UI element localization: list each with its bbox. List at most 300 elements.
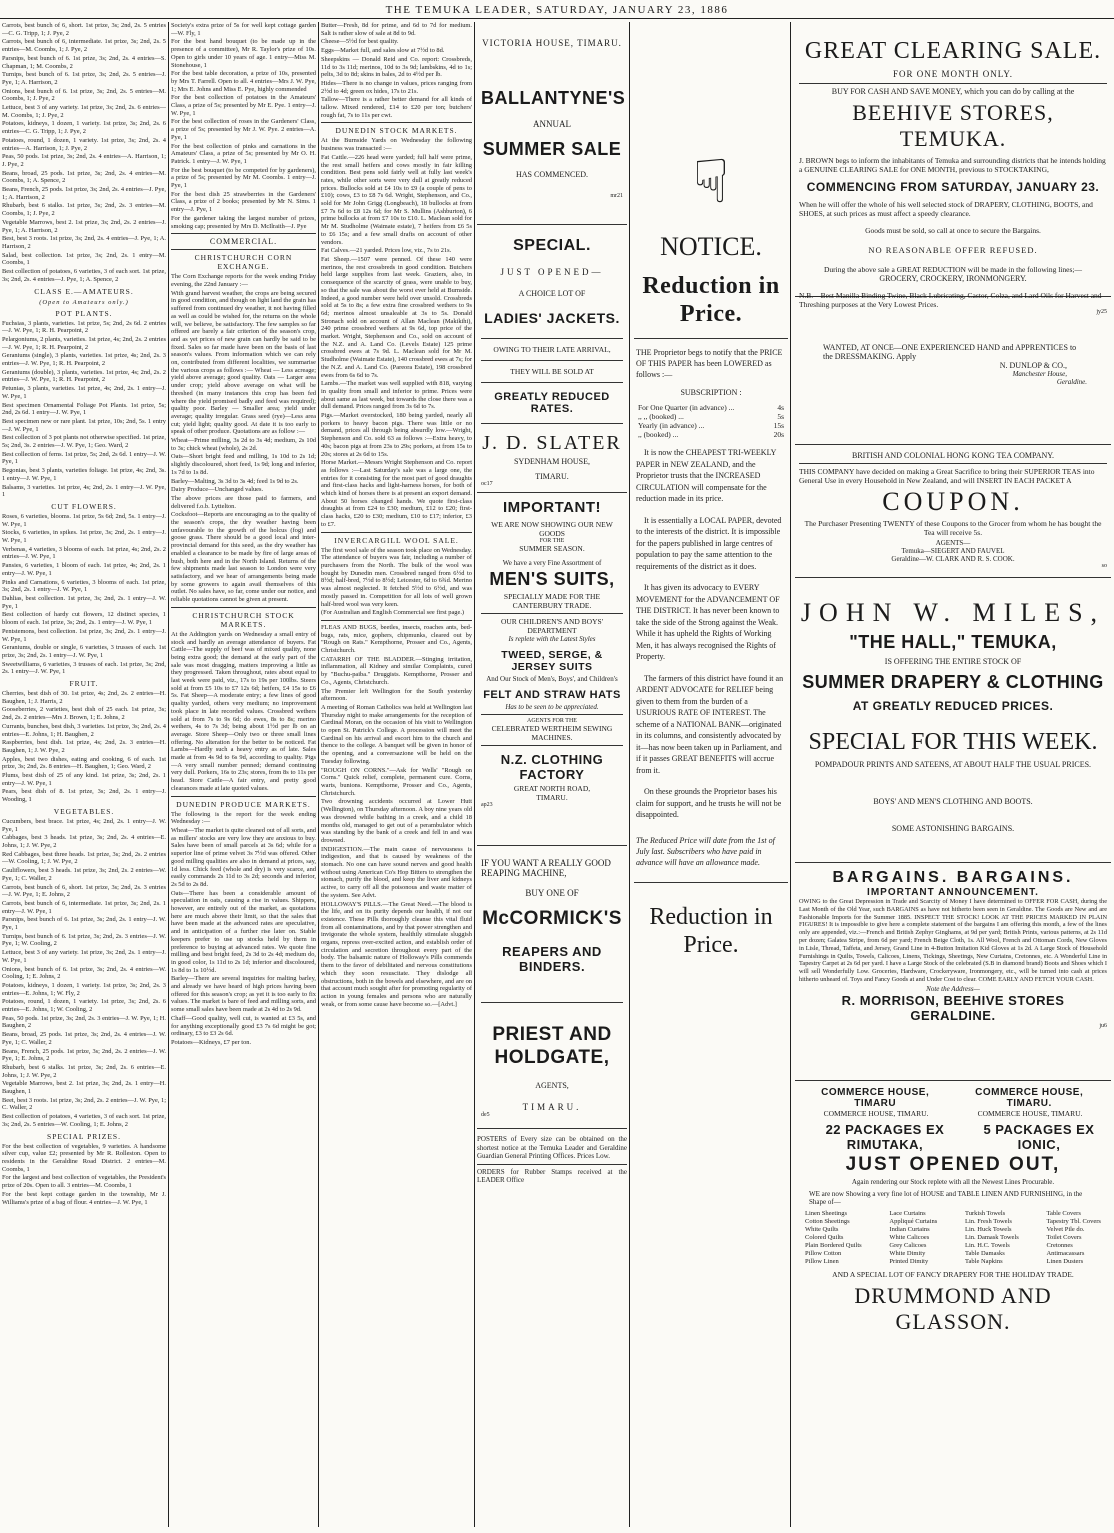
paragraph: For the best collection of roses in the Gardeners' Class, a prize of 5s; presented by Mr J. W. Pye. 2 entries—A. Pye, 1	[171, 118, 316, 141]
paragraph: Red Cabbages, best three heads. 1st prize, 3s; 2nd, 2s. 2 entries—W. Cooling, 1; J. W. Pye, 2	[2, 850, 166, 866]
ad-text: Geraldine.	[1056, 378, 1087, 386]
ad-heading: "THE HALL," TEMUKA,	[849, 632, 1057, 652]
ad-text: Note the Address—	[926, 984, 980, 993]
paragraph: Best collection of 3 pot plants not otherwise specified. 1st prize, 5s; 2nd, 3s. 2 entries—J. W. Pye, 1; Geo. Ward, 2	[2, 434, 166, 450]
paragraph: Fat Calves.—21 yarded. Prices low, viz., 7s to 21s.	[321, 247, 452, 255]
paragraph: Wheat—The market is quite cleaned out of all sorts, and as millers' stocks are very low they are anxious to buy. Sales have been of small parcels at 3s 6d; while for a superior line of prime velvet 3s 7½d was offered. Other good milling qualities are also in demand at prices, say, 1d less. Chick feed (whole and dry) is very scarce, and easily commands 2s 11d to 3s 2d; seconds and inferior, 2s 5d to 2s 8d.	[171, 826, 316, 888]
ad-address: VICTORIA HOUSE, TIMARU.	[482, 38, 622, 48]
ad-text: SPECIALLY MADE FOR THE CANTERBURY TRADE.	[503, 592, 601, 610]
prize-list	[2, 22, 166, 284]
section-heading: DUNEDIN STOCK MARKETS.	[335, 126, 458, 136]
paragraph: Best collection of potatoes, 6 varieties, 3 of each sort. 1st prize, 3s; 2nd, 2s. 4 entries—J. Pye, 1; A. Spence, 2	[2, 268, 166, 283]
prize-list	[2, 690, 166, 804]
nz-clothing-ad	[477, 493, 627, 846]
linen-item: Turkish Towels	[964, 1210, 1006, 1217]
ad-text: WANTED, AT ONCE—ONE EXPERIENCED HAND and APPRENTICES to the DRESSMAKING. Apply	[823, 343, 1077, 361]
paragraph: Cherries, best dish of 30. 1st prize, 4s; 2nd, 2s. 2 entries—H. Baughen, 1; J. Harris, 2	[2, 690, 166, 705]
paragraph: For the best hand bouquet (to be made up in the presence of a committee), Mr R. Taylor's prize of 10s. Open to girls under 10 years of age. 1 entry—Miss M. Stonehouse, 1	[171, 38, 316, 69]
article-body	[321, 547, 472, 617]
paragraph: For the best table decoration, a prize of 10s, presented by Mrs T. Farrell. Open to all. 4 entries—Mrs J. W. Pye, 1; Mrs E. Johns and Miss E. Pye, highly commended	[171, 70, 316, 93]
paragraph: Barley—Malting, 3s 3d to 3s 4d; feed 1s 9d to 2s.	[171, 477, 299, 485]
ad-text: Manchester House,	[1012, 370, 1067, 378]
paragraph: Hides—There is no change in values, prices ranging from 2½d to 4d; green ox hides, 17s to 21s.	[321, 79, 472, 95]
section-heading: VEGETABLES.	[53, 806, 115, 816]
paragraph: HOLLOWAY'S PILLS.—The Great Need.—The blood is the life, and on its purity depends our health, if not our existence. These Pills thoroughly cleanse this vital fluid from all contaminations, and by that power strengthen and invigorate the whole system, healthily stimulate sluggish organs, repress over-excited action, and establish order of circulation and secretion throughout every part of the body. The balsamic nature of Holloway's Pills commends them to the favor of debilitated and nervous constitutions which they soon resuscitate. They dislodge all obstructions, both in the bowels and elsewhere, and are on that account much sought after for promoting regularity of action in young females and persons who are naturally weak, or from some cause have become so.—[Advt.]	[321, 900, 472, 1008]
paragraph: Vegetable Marrows, best 2. 1st prize, 3s; 2nd, 2s. 2 entries—J. Pye, 1; A. Harrison, 2	[2, 218, 166, 234]
paragraph: Beans, broad, 25 pods. 1st prize, 3s; 2nd, 2s. 4 entries—J. W. Pye, 1; C. Waller, 2	[2, 1031, 166, 1046]
ad-text: N.B.—Best Manilla Binding Twine, Black Lubricating, Castor, Colza, and Lard Oils for Harvest and Threshing purposes at the Very Lowest Prices.	[799, 291, 1102, 309]
paragraph: Verbenas, 4 varieties, 3 blooms of each. 1st prize, 4s; 2nd, 2s. 2 entries—J. W. Pye, 1	[2, 545, 166, 561]
ad-text: OWING TO THEIR LATE ARRIVAL,	[493, 345, 611, 354]
paragraph: Dairy Produce—Unchanged values.	[171, 486, 264, 494]
ad-text: GROCERY, CROCKERY, IRONMONGERY.	[879, 274, 1027, 283]
paragraph: Sweetwilliams, 6 varieties, 3 trusses of each. 1st prize, 3s; 2nd, 2s. 1 entry—J. W. Pye, 1	[2, 660, 166, 676]
notice-heading: NOTICE.	[660, 232, 762, 261]
paragraph: Pelargoniums, 2 plants, varieties. 1st prize, 4s; 2nd, 2s. 2 entries—J. W. Pye, 1; R. H. Pearpoint, 2	[2, 335, 166, 351]
linen-item: Table Napkins	[964, 1258, 1003, 1265]
paragraph: Horse Market.—Messrs Wright Stephenson and Co. report as follows :—Last Saturday's sale was a large one, the entries for it consisting for the most part of good draughts and first-class hacks and light-harness horses, for both of which kind of horses there is at present an export demand. About 50 horses changed hands. We quote first-class draughts at from £24 to £30; medium, £12 to £20; first-class hacks, £20 to £30; medium, £10 to £17; inferior, £3 to £7.	[321, 459, 472, 528]
section-heading: COMMERCIAL.	[209, 237, 278, 247]
linen-item: White Dimity	[889, 1250, 926, 1257]
rate-price: 5s	[777, 412, 784, 421]
paragraph: For the best collection of vegetables, 9 varieties. A handsome silver cup, value £2; presented by Mr R. Rolleston. Open to residents in the Geraldine Road District. 2 entries—M. Coombs, 1	[2, 1142, 166, 1173]
paragraph: Fat Sheep.—1507 were penned. Of these 140 were merinos, the rest crossbreds in good condition. Butchers held large supplies from last week. Graziers, also, in consequence of the scarcity of grass, were unable to buy, so that the sale was about the worst ever held at Burnside. Indeed, a good number were held over unsold. Crossbreds sold at 5s to 8s; a few extra fine crossbred wethers to 9s 6d; merinos almost unsaleable at 3s to 5s. Donald Stronach sold on account of Allan Maclean (Makikihi), 240 prime crossbred wethers at 9s 6d, top price of the market. Wright, Stephenson and Co., sold on account of the N.Z. and A. Land Co. (Levels Estate) 125 prime crossbred ewes at 7s 9d. L. Maclean sold for Mr M. Studholme (Waimate Estate), 140 crossbred ewes at 7s; for the N.Z. and A. Land Co. (Pareora Estate), 198 crossbred ewes from 6s 6d to 7s.	[321, 255, 472, 379]
notice-note: The Reduced Price will date from the 1st of July last. Subscribers who have paid in advance will have an allowance made.	[636, 835, 775, 867]
linen-item: Grey Calicoes	[889, 1242, 927, 1249]
ad-text: COMMERCE HOUSE, TIMARU.	[823, 1109, 929, 1118]
ad-text: SYDENHAM HOUSE,	[513, 457, 590, 466]
ad-text: HAS COMMENCED.	[515, 170, 588, 179]
column-1-show-results	[2, 22, 166, 1527]
paragraph: For the best kept cottage garden in the township, Mr J. Williams's prize of a bag of flour. 4 entries—J. W. Pye, 1	[2, 1190, 166, 1206]
divider	[321, 532, 472, 533]
notice-rubber-stamps: ORDERS for Rubber Stamps received at the LEADER Office	[477, 1167, 627, 1184]
linen-item: Table Covers	[1046, 1210, 1081, 1217]
paragraph: Society's extra prize of 5s for well kept cottage garden—W. Fly, 1	[171, 22, 316, 37]
ad-code: jy25	[1096, 309, 1107, 315]
article-body	[321, 22, 472, 119]
paragraph: Salad, best collection. 1st prize, 3s; 2nd, 2s. 1 entry—M. Coombs, 1	[2, 251, 166, 267]
ad-text: GREAT NORTH ROAD,	[513, 784, 591, 793]
paragraph: The following is the report for the week ending Wednesday :—	[171, 810, 316, 826]
ad-code: oc17	[481, 481, 493, 487]
rate-row	[638, 412, 784, 421]
ad-heading: MEN'S SUITS,	[489, 569, 615, 589]
subscription-heading: SUBSCRIPTION :	[680, 388, 742, 397]
paragraph: A meeting of Roman Catholics was held at Wellington last Thursday night to make arrangements for the reception of Cardinal Moran, on the occasion of his visit to Wellington to open St. Patrick's College. A procession will meet the Cardinal on his arrival and escort him to the church and thence to the college. A banquet will be given in honor of the opening, and a conversazione will be held on the Tuesday following.	[321, 703, 472, 765]
paragraph: Peas, 50 pods. 1st prize, 3s; 2nd, 2s. 4 entries—A. Harrison, 1; J. Pye, 2	[2, 153, 166, 168]
paragraph: Begonias, best 3 plants, varieties foliage. 1st prize, 4s; 2nd, 3s. 1 entry—J. W. Pye, 1	[2, 467, 166, 482]
paragraph: For the best collection of potatoes in the Amateurs' Class, a prize of 5s; presented by Mr E. Pye. 1 entry—J. W. Pye, 1	[171, 94, 316, 117]
paragraph: Fuchsias, 3 plants, varieties. 1st prize, 5s; 2nd, 2s 6d. 2 entries—J. W. Pye, 1; R. H. Pearpoint, 2	[2, 319, 166, 335]
linen-item: Linen Dusters	[1046, 1258, 1084, 1265]
paragraph: At the Addington yards on Wednesday a small entry of stock and hardly an average attendance of buyers. Fat Cattle—The supply of beef was of mixed quality, none being extra good; the demand at the early part of the sale was most dragging, matters improving a little as they progressed. Taken throughout, rates about equal to last week were paid, viz., 17s to 19s per 100lbs. Steers sold at from £5 10s to £7 12s 6d; heifers, £4 15s to £6 5s. Fat Sheep—A moderate entry; a few lines of good quality yarded, others very medium; no improvement took place in late recorded values. Crossbred wethers sold at from 7s to 9s 6d; do ewes, 8s to 8s; merino wethers, 4s to 7s 3d; being about 1½d per lb on an average. Store Sheep—Only two or three small lines offering. No alteration for the better to be noticed. Fat Lambs—Hardly such a heavy entry as of late. Sales made at from 4s 9d to 6s 9d, according to quality. Pigs—A very small number penned; demand continuing very dull. Porkers, 16s to 23s; stores, from 8s to 11s per head. Store Cattle—A fair entry, and pretty good clearances made at late quoted values.	[171, 630, 316, 792]
linen-item: Antimacassars	[1046, 1250, 1085, 1257]
ad-heading: GREAT CLEARING SALE.	[804, 38, 1102, 64]
section-subheading: (Open to Amateurs only.)	[39, 298, 129, 306]
linen-item: Lin. H.C. Towels	[964, 1242, 1010, 1249]
ad-text: The Purchaser Presenting TWENTY of these Coupons to the Grocer from whom he has bought the Tea will receive 5s.	[804, 519, 1102, 537]
column-rule	[790, 22, 791, 1527]
ad-heading: SPECIAL FOR THIS WEEK.	[808, 729, 1098, 755]
linen-item: Cotton Sheetings	[805, 1218, 850, 1225]
ad-text: WE ARE NOW SHOWING OUR NEW GOODS	[491, 520, 613, 538]
divider	[321, 122, 472, 123]
ad-heading-row	[799, 1087, 1107, 1109]
section-heading: CUT FLOWERS.	[51, 501, 117, 511]
ad-text: Has to be seen to be appreciated.	[505, 703, 599, 711]
paragraph: Two drowning accidents occurred at Lower Hutt (Wellington), on Thursday afternoon. A boy nine years old was drowned while bathing in a creek, and a child 18 months old, managed to get out of a perambulator which was standing by the bank of a creek and fell in and was drowned.	[321, 798, 472, 844]
paragraph: Onions, best bunch of 6. 1st prize, 3s; 2nd, 2s. 4 entries—W. Cooling, 1; E. Johns, 2	[2, 965, 166, 981]
linen-item: Colored Quilts	[805, 1234, 844, 1241]
paragraph: Carrots, best bunch of 6, intermediate. 1st prize, 3s; 2nd, 2s. 1 entry—J. W. Pye, 1	[2, 899, 166, 915]
column-rule	[629, 22, 630, 1527]
ad-heading: 22 PACKAGES EX RIMUTAKA,	[825, 1122, 945, 1152]
column-rule	[318, 22, 319, 1527]
linen-item: Table Damasks	[964, 1250, 1005, 1257]
paragraph: Geraniums, double or single, 6 varieties, 3 trusses of each. 1st prize, 3s; 2nd, 2s. 1 entry—J. W. Pye, 1	[2, 644, 166, 659]
paragraph: Potatoes, kidneys, 1 dozen, 1 variety. 1st prize, 3s; 2nd, 2s. 3 entries—E. Johns, 1; W. Fly, 2	[2, 981, 166, 997]
linen-item: Lin. Fresh Towels	[964, 1218, 1012, 1225]
notice-paragraph: On these grounds the Proprietor bases his claim for support, and he trusts he will not be disappointed.	[636, 787, 782, 819]
ad-heading: COMMERCE HOUSE, TIMARU	[821, 1087, 930, 1109]
linen-item: Lin. Huck Towels	[964, 1226, 1012, 1233]
ad-text: J. BROWN begs to inform the inhabitants of Temuka and surrounding districts that he intends holding a GENUINE CLEARING SALE for ONE MONTH, previous to STOCKTAKING,	[799, 156, 1106, 174]
paragraph: Sheepskins — Donald Reid and Co. report: Crossbreds, 11d to 3s 11d; merinos, 10d to 3s 9d; lambskins, 4d to 1s; pelts, 3d to 8d; skins in bales, 2d to 4½d per lb.	[321, 55, 472, 79]
ad-heading: 5 PACKAGES EX IONIC,	[983, 1122, 1095, 1152]
linen-lists	[805, 1210, 1101, 1266]
linen-item: Lace Curtains	[889, 1210, 926, 1217]
notice-paragraph: It is essentially a LOCAL PAPER, devoted to the interests of the district. It is impossible for the papers published in large centres of population to pay the same attention to the requirements of the district as it does.	[636, 515, 782, 571]
article-body	[171, 811, 316, 1047]
rate-row	[638, 403, 784, 412]
ad-text: IS OFFERING THE ENTIRE STOCK OF	[884, 657, 1022, 666]
ad-text: During the above sale a GREAT REDUCTION will be made in the following lines;—	[824, 265, 1082, 274]
section-heading: SPECIAL PRIZES.	[47, 1131, 121, 1141]
rate-label: Yearly (in advance) ...	[638, 421, 705, 430]
ad-code: ju6	[1099, 1022, 1107, 1029]
linen-list	[965, 1210, 1019, 1266]
slater-ad	[477, 225, 627, 493]
ad-heading: BEEHIVE STORES, TEMUKA.	[852, 100, 1054, 151]
prize-list	[2, 513, 166, 676]
ad-heading: J. D. SLATER	[482, 432, 622, 454]
paragraph: INDIGESTION.—The main cause of nervousness is indigestion, and that is caused by weakness of the stomach. No one can have sound nerves and good health without using American Co's Hop Bitters to strengthen the stomach, purify the blood, and keep the liver and kidneys active, to carry off all the poisonous and waste matter of the system. See Advt.	[321, 845, 472, 899]
ad-text: A CHOICE LOT OF	[518, 289, 586, 298]
paragraph: Pigs.—Market overstocked, 180 being yarded, nearly all porkers to heavy bacon pigs. There was little or no demand, prices all through being absurdly low.—Wright, Stephenson and Co. sold 63 as follows :—Extra heavy, to 40s; bacon pigs at from 23s to 29s; porkers, at from 15s to 20s; stores at 2s 6d to 15s.	[321, 412, 472, 458]
paragraph: Geraniums (single), 3 plants, varieties. 1st prize, 4s; 2nd, 2s. 3 entries—J. W. Pye, 1; R. H. Pearpoint, 2	[2, 352, 166, 368]
ad-heading: PRIEST AND HOLDGATE,	[492, 1024, 612, 1068]
ad-heading: TWEED, SERGE, & JERSEY SUITS	[501, 649, 603, 673]
ad-text: AGENTS—	[935, 539, 971, 547]
paragraph: The Corn Exchange reports for the week ending Friday evening, the 22nd January :—	[171, 273, 316, 288]
divider	[171, 233, 316, 234]
notice-paragraph: It is now the CHEAPEST TRI-WEEKLY PAPER in NEW ZEALAND, and the Proprietor trusts that the INCREASED CIRCULATION will compensate for the reduction made in its price.	[636, 448, 777, 503]
linen-list	[889, 1210, 937, 1266]
ad-heading: IMPORTANT!	[502, 499, 602, 516]
ad-text: FOR ONE MONTH ONLY.	[893, 69, 1013, 79]
paragraph: For the gardener taking the largest number of prizes, smoking cap; presented by Mrs D. McIlraith—J. Pye	[171, 214, 316, 230]
rate-label: ,, (booked) ...	[638, 430, 679, 439]
ad-text: TIMARU.	[535, 472, 569, 481]
masthead: THE TEMUKA LEADER, SATURDAY, JANUARY 23, 1886	[385, 4, 729, 16]
section-heading: DUNEDIN PRODUCE MARKETS.	[176, 799, 311, 809]
ad-text: POMPADOUR PRINTS AND SATEENS, AT ABOUT HALF THE USUAL PRICES.	[814, 760, 1092, 769]
notice-paragraph: The farmers of this district have found it an ARDENT ADVOCATE for RELIEF being given to them from the burden of a USURIOUS RATE OF INTEREST. The scheme of a NATIONAL BANK—originated in its columns, and consistently advocated by it—has now been taken up in Parliament, and if it passes GREAT BENEFITS will accrue from it.	[636, 673, 784, 775]
prize-list	[171, 22, 316, 230]
ad-heading: AT GREATLY REDUCED PRICES.	[852, 699, 1054, 713]
paragraph: Carrots, best bunch of 6, short. 1st prize, 3s; 2nd, 2s. 3 entries—J. W. Pye, 1; E. Johns, 2	[2, 883, 166, 899]
section-heading: FRUIT.	[69, 679, 99, 689]
ad-text: Geraldine—W. CLARK AND R. S. COOK.	[891, 555, 1015, 563]
paragraph: Apples, best two dishes, eating and cooking, 6 of each. 1st prize, 3s; 2nd, 2s. 8 entries—H. Baughen, 1; Geo. Ward, 2	[2, 755, 166, 771]
prize-list	[2, 1143, 166, 1207]
ad-text: SOME ASTONISHING BARGAINS.	[891, 824, 1015, 833]
divider	[171, 607, 316, 608]
ad-heading: SUMMER SALE	[482, 139, 622, 159]
paragraph: Pentstemons, best collection. 1st prize, 3s; 2nd, 2s. 1 entry—J. W. Pye, 1	[2, 627, 166, 643]
prize-list	[2, 818, 166, 1129]
paragraph: The Premier left Wellington for the South yesterday afternoon.	[321, 687, 472, 703]
prize-list	[2, 320, 166, 499]
paragraph: Beet, best 3 roots. 1st prize, 3s; 2nd, 2s. 2 entries—J. W. Pye, 1; C. Waller, 2	[2, 1096, 166, 1112]
ad-heading: JUST OPENED OUT,	[845, 1154, 1061, 1175]
paragraph: Cabbages, best 3 heads. 1st prize, 3s; 2nd, 2s. 4 entries—E. Johns, 1; J. W. Pye, 2	[2, 834, 166, 849]
column-3-markets	[321, 22, 472, 1527]
linen-item: Pillow Cotton	[805, 1250, 842, 1257]
linen-item: White Calicoes	[889, 1234, 930, 1241]
paragraph: Best specimen Ornamental Foliage Pot Plants. 1st prize, 5s; 2nd, 2s 6d. 1 entry—J. W. Pye, 1	[2, 401, 166, 417]
paragraph: Dahlias, best collection. 1st prize, 3s; 2nd, 2s. 1 entry—J. W. Pye, 1	[2, 595, 166, 610]
paragraph: (For Australian and English Commercial see first page.)	[321, 609, 465, 617]
ad-text: OUR CHILDREN'S AND BOYS' DEPARTMENT	[500, 617, 604, 635]
divider	[171, 249, 316, 250]
paragraph: "ROUGH ON CORNS."—Ask for Wells' "Rough on Corns." Quick relief, complete, permanent cure. Corns, warts, bunions. Kempthorne, Prosser and Co., Agents, Christchurch.	[321, 766, 472, 797]
rate-label: ,, ,, (booked) ...	[638, 412, 684, 421]
article-body	[171, 631, 316, 793]
paragraph: Potatoes, round, 1 dozen, 1 variety. 1st prize, 3s; 2nd, 2s. 4 entries—A. Harrison, 1; J. Pye, 2	[2, 136, 166, 152]
paragraph: Fat Cattle.—226 head were yarded; full half were prime, the rest small heifers and cows mostly in fair killing condition. Best pens sold fairly well at fully last week's rates, while other sorts were very dull at greatly reduced prices. Bullocks sold at £4 10s to £9 (a couple of pens to £10); cows, £3 to £8 7s 6d. Wright, Stephenson, and Co., sold for Mr John Grigg (Longbeach), 18 bullocks at from £7 7s 6d to £8 12s 6d; for Mr S. Mullins (Ashburton), 6 prime bullocks at from £7 10s to £10. L. Maclean sold for Mr M. Studholme (Waimate estate), 7 heifers from £6 5s to £6 15s; and a few small drafts on account of other vendors.	[321, 153, 472, 246]
paragraph: Cauliflowers, best 3 heads. 1st prize, 3s; 2nd, 2s. 2 entries—W. Pye, 1; C. Waller, 2	[2, 867, 166, 882]
ad-text: We have a very Fine Assortment of	[502, 559, 602, 567]
paragraph: For the best bouquet (to be competed for by gardeners), a prize of 5s; presented by Mr M. Coombs. 1 entry—J. Pye, 1	[171, 166, 316, 190]
column-rule	[168, 22, 169, 1527]
article-body	[321, 137, 472, 528]
paragraph: Pinks and Carnations, 6 varieties, 3 blooms of each. 1st prize, 3s; 2nd, 2s. 1 entry—J. W. Pye, 1	[2, 578, 166, 594]
column-4-advertisements	[477, 22, 627, 1527]
section-heading: POT PLANTS.	[55, 308, 113, 318]
paragraph: Stocks, 6 varieties, in spikes. 1st prize, 3s; 2nd, 2s. 1 entry—J. W. Pye, 1	[2, 529, 166, 545]
paragraph: Best collection of potatoes, 4 varieties, 3 of each sort. 1st prize, 3s; 2nd, 2s. 5 entries—W. Cooling, 1; E. Johns, 2	[2, 1113, 166, 1128]
column-5-notice	[634, 22, 788, 1527]
paragraph: Roses, 6 varieties, blooms. 1st prize, 5s 6d; 2nd, 5s. 1 entry—J. W. Pye, 1	[2, 512, 166, 528]
morrison-ad	[795, 863, 1111, 1081]
paragraph: Onions, best bunch of 6. 1st prize, 3s; 2nd, 2s. 5 entries—M. Coombs, 1; J. Pye, 2	[2, 87, 166, 103]
linen-item: Cretonnes	[1046, 1242, 1073, 1249]
paragraph: At the Burnside Yards on Wednesday the following business was transacted :—	[321, 137, 472, 153]
paragraph: Oats—There has been a considerable amount of speculation in oats, causing a rise in values. Shippers, however, are entirely out of the market, as quotations here are much above their limit, so that the sales that have been made at the advanced rates are speculative, and in anticipation of a further rise later on. Stable keepers prefer to use up stocks held by them in preference to buying at advanced rates. We quote fine milling and best bright feed, 2s 3d to 2s 4d; medium do, in good color, 1s 11d to 2s 1d; inferior and discoloured, 1s 8d to 1s 10½d.	[171, 889, 316, 974]
paragraph: Plums, best dish of 25 of any kind. 1st prize, 3s; 2nd, 2s. 1 entry—J. W. Pye, 1	[2, 772, 166, 787]
ad-heading: N.Z. CLOTHING FACTORY	[500, 752, 604, 782]
ad-heading: R. MORRISON, BEEHIVE STORES GERALDINE.	[841, 992, 1065, 1023]
rate-price: 20s	[773, 430, 784, 439]
linen-item: Linen Sheetings	[805, 1210, 848, 1217]
paragraph: Chaff—Good quality, well cut, is wanted at £3 5s, and for anything exceptionally good £3 7s 6d might be got; ordinary, £3 to £3 2s 6d.	[171, 1014, 316, 1038]
ad-text-row	[799, 1109, 1107, 1118]
drummond-glasson-ad	[795, 1081, 1111, 1334]
ad-text: CELEBRATED WERTHEIM SEWING MACHINES.	[491, 724, 613, 742]
ad-text: TIMARU.	[522, 1102, 582, 1112]
ad-text: FOR THE	[539, 538, 565, 544]
paragraph: For the best dish 25 strawberries in the Gardeners' Class, a prize of 2 books; presented by Mr N. Sims. 1 entry—J. Pye, 1	[171, 190, 316, 214]
ad-heading: FELT AND STRAW HATS	[483, 689, 621, 701]
ad-heading: JOHN W. MILES,	[800, 598, 1106, 627]
ballantyne-ad	[477, 22, 627, 225]
paragraph: Rhubarb, best 6 stalks. 1st prize, 3s; 2nd, 2s. 3 entries—M. Coombs, 1; J. Pye, 2	[2, 202, 166, 218]
ad-text: AGENTS,	[535, 1081, 569, 1090]
ad-text: Is replete with the Latest Styles	[508, 635, 596, 643]
ad-heading: SUMMER DRAPERY & CLOTHING	[802, 672, 1104, 692]
ad-heading: BRITISH AND COLONIAL HONG KONG TEA COMPANY.	[851, 451, 1054, 460]
paragraph: Pansies, 6 varieties, 1 bloom of each. 1st prize, 4s; 2nd, 2s. 1 entry—J. W. Pye, 1	[2, 562, 166, 577]
ad-text: ANNUAL	[533, 119, 571, 129]
reduction-heading: Reduction in Price.	[642, 273, 780, 327]
linen-item: Velvet Pile do.	[1046, 1226, 1085, 1233]
ad-heading: IMPORTANT ANNOUNCEMENT.	[867, 887, 1039, 898]
ad-text: Goods must be sold, so call at once to secure the Bargains.	[865, 226, 1041, 235]
ad-text: COMMERCE HOUSE, TIMARU.	[977, 1109, 1083, 1118]
article-body	[171, 273, 316, 604]
linen-item: Indian Curtains	[889, 1226, 930, 1233]
paragraph: Cucumbers, best brace. 1st prize, 4s; 2nd, 2s. 1 entry—J. W. Pye, 1	[2, 817, 166, 833]
ad-text: SUMMER SEASON.	[519, 544, 585, 553]
dunlop-ad	[795, 297, 1111, 445]
paragraph: For the largest and best collection of vegetables, the President's prize of 20s. Open to all. 3 entries—M. Coombs, 1	[2, 1174, 166, 1190]
ad-text: THIS COMPANY have decided on making a Great Sacrifice to bring their SUPERIOR TEAS into General Use in every Household in New Zealand, and will INSERT IN EACH PACKET A	[799, 467, 1095, 485]
ad-code: ap23	[481, 802, 493, 808]
paragraph: Best specimen new or rare plant. 1st prize, 10s; 2nd, 5s. 1 entry—J. W. Pye, 1	[2, 417, 166, 433]
paragraph: Lettuce, best 3 of any variety. 1st prize, 3s; 2nd, 2s. 6 entries—M. Coombs, 1; J. Pye, 2	[2, 104, 166, 119]
linen-item: White Quilts	[805, 1226, 839, 1233]
paragraph: Barley—There are several inquiries for malting barley, and already we have heard of high prices having been offered for this season's crop; as yet it is too early to fix values. The market is bare of feed and milling sorts, and some small sales have been made at 2s 4d to 2s 9d.	[171, 975, 316, 1014]
linen-item: Printed Dimity	[889, 1258, 929, 1265]
ad-text: N. DUNLOP & CO.,	[999, 361, 1067, 370]
paragraph: Parsnips, best bunch of 6. 1st prize, 3s; 2nd, 2s. 1 entry—J. W. Pye, 1	[2, 916, 166, 932]
paragraph: FLEAS AND BUGS, beetles, insects, roaches ants, bed-bugs, rats, mice, gophers, chipmunks, cleared out by "Rough on Rats." Kempthorne, Prosser and Co., Agents, Christchurch.	[321, 623, 472, 655]
paragraph: Butter—Fresh, 8d for prime, and 6d to 7d for medium. Salt is rather slow of sale at 8d to 9d.	[321, 22, 472, 37]
paragraph: Beans, French, 25 pods. 1st prize, 3s; 2nd, 2s. 2 entries—J. W. Pye, 1; E. Johns, 2	[2, 1047, 166, 1063]
paragraph: Pears, best dish of 8. 1st prize, 3s; 2nd, 2s. 1 entry—J. Wooding, 1	[2, 788, 166, 804]
ad-heading: COMMERCE HOUSE, TIMARU.	[975, 1087, 1084, 1109]
paragraph: Peas, 50 pods. 1st prize, 3s; 2nd, 2s. 3 entries—J. W. Pye, 1; H. Baughen, 2	[2, 1014, 166, 1030]
pointing-hand-icon: ☟	[692, 149, 730, 215]
john-miles-ad	[795, 578, 1111, 863]
subscription-rates	[638, 403, 784, 439]
paragraph: Parsnips, best bunch of 6. 1st prize, 3s; 2nd, 2s. 4 entries—S. Chapman, 1; M. Coombs, 2	[2, 54, 166, 70]
paragraph: Rhubarb, best 6 stalks. 1st prize, 3s; 2nd, 2s. 6 entries—E. Johns, 1; J. W. Pye, 2	[2, 1063, 166, 1079]
ad-text: Temuka—SIEGERT AND FAUVEL	[901, 547, 1005, 555]
linen-list	[805, 1210, 862, 1266]
rate-row	[638, 430, 784, 439]
section-heading: CHRISTCHURCH CORN EXCHANGE.	[194, 253, 293, 272]
ad-heading: SPECIAL.	[513, 237, 591, 254]
section-heading: CHRISTCHURCH STOCK MARKETS.	[192, 610, 295, 629]
ad-text: WE are now Showing a very fine lot of HOUSE and TABLE LINEN AND FURNISHING, in the Shape of—	[809, 1190, 1083, 1206]
paragraph: Lambs.—The market was well supplied with 818, varying in quality from small and inferior to prime. Prices were about same as last week, but towards the close there was a dull demand. Prices ranged from 3s 6d to 7s.	[321, 380, 472, 411]
paragraph-items	[321, 624, 472, 1008]
ad-text: IF YOU WANT A REALLY GOOD REAPING MACHINE,	[481, 858, 611, 878]
column-6-advertisements	[795, 22, 1111, 1527]
ad-text: NO REASONABLE OFFER REFUSED.	[868, 245, 1038, 255]
rate-label: For One Quarter (in advance) ...	[638, 403, 735, 412]
paragraph: Lettuce, best 3 of any variety. 1st prize, 3s; 2nd, 2s. 1 entry—J. W. Pye, 1	[2, 949, 166, 964]
ad-code: mr21	[610, 193, 623, 199]
reduction-heading: Reduction in Price.	[649, 903, 773, 958]
notice-text: THE Proprietor begs to notify that the PRICE OF THIS PAPER has been LOWERED as follows :—	[636, 348, 783, 379]
column-2-commercial	[171, 22, 316, 1527]
paragraph: Raspberries, best dish. 1st prize, 4s; 2nd, 2s. 3 entries—H. Baughen, 1; J. W. Pye, 2	[2, 739, 166, 754]
ad-heading: DRUMMOND AND GLASSON.	[854, 1283, 1052, 1334]
paragraph: Best, best 3 roots. 1st prize, 3s; 2nd, 2s. 4 entries—J. Pye, 1; A. Harrison, 2	[2, 235, 166, 250]
paragraph: Wheat—Prime milling, 3s 2d to 3s 4d; medium, 2s 10d to 3s; chick wheat (whole), 2s 2d.	[171, 437, 316, 452]
ad-text: And Our Stock of Men's, Boys', and Children's	[486, 675, 618, 683]
ad-text: BUY ONE OF	[525, 888, 579, 898]
ad-text: THEY WILL BE SOLD AT	[510, 367, 594, 376]
tea-company-ad	[795, 445, 1111, 578]
beehive-stores-ad	[795, 22, 1111, 315]
ad-code: so	[1101, 563, 1107, 569]
paragraph: Oats—Short bright feed and milling, 1s 10d to 2s 1d; slightly discoloured, short feed, 1s 9d; long and inferior, 1s 7d to 1s 8d.	[171, 453, 316, 476]
linen-item: Plain Bordered Quilts	[805, 1242, 862, 1249]
ad-text: AGENTS FOR THE	[527, 718, 577, 724]
ad-heading: McCORMICK'S	[482, 908, 622, 929]
ad-heading: GREATLY REDUCED RATES.	[494, 391, 610, 415]
paragraph: Gooseberries, 2 varieties, best dish of 25 each. 1st prize, 3s; 2nd, 2s. 2 entries—Mrs J. Brown, 1; E. Johns, 2	[2, 706, 166, 722]
paragraph: Cheese—5½d for best quality.	[321, 38, 399, 46]
ad-heading: LADIES' JACKETS.	[484, 310, 620, 326]
paragraph: Turnips, best bunch of 6. 1st prize, 3s; 2nd, 2s. 5 entries—J. Pye, 1; A. Harrison, 2	[2, 71, 166, 86]
paragraph: Best collection of hardy cut flowers, 12 distinct species, 1 bloom of each. 1st prize, 3s; 2nd, 2s. 1 entry—J. W. Pye, 1	[2, 611, 166, 627]
ad-text: Again rendering our Stock replete with all the Newest Lines Procurable.	[851, 1178, 1055, 1186]
paragraph: Potatoes—Kidneys, £7 per ton.	[171, 1038, 252, 1046]
ad-heading-row	[799, 1122, 1107, 1152]
linen-item: Tapestry Tbl. Covers	[1046, 1218, 1101, 1225]
paragraph: Beans, broad, 25 pods. 1st prize, 3s; 2nd, 2s. 4 entries—M. Coombs, 1; A. Spence, 2	[2, 169, 166, 185]
rate-price: 4s	[777, 403, 784, 412]
linen-item: Toilet Covers	[1046, 1234, 1082, 1241]
paragraph: With grand harvest weather, the crops are being secured in good condition, and though on light land the grain has suffered from continued dry weather, it not having filled as well as could be wished for, the returns on the whole will, we believe, be satisfactory. The few samples so far offered are barely a fair criterion of the season's crop, and as yet prices of new grain can hardly be said to be fixed. Sales so far made have been on the basis of last season's values. From information which we can rely on, contributed from different localities, we summarise the various crops as follows :— Wheat — Less acreage; yield above average; good quality. Oats — Larger area under crop; yield above average on what will be threshed (in many instances this crop has been fed where the yield promised badly and feed was required); quality poor. Barley — Smaller area; yield under average; quality irregular. Grass seed (rye)—Less area cut; yield light; quality good. At date it is too early to speak of other produce. Quotations are as follow :—	[171, 289, 316, 436]
paragraph: Potatoes, kidneys, 1 dozen, 1 variety. 1st prize, 3s; 2nd, 2s. 6 entries—C. G. Tripp, 1; J. Pye, 2	[2, 120, 166, 136]
paragraph: Turnips, best bunch of 6. 1st prize, 3s; 2nd, 2s. 3 entries—J. W. Pye, 1; W. Cooling, 2	[2, 932, 166, 948]
section-heading: INVERCARGILL WOOL SALE.	[334, 535, 459, 545]
paragraph: Petunias, 3 plants, varieties. 1st prize, 4s; 2nd, 2s. 1 entry—J. W. Pye, 1	[2, 385, 166, 400]
linen-item: Lin. Damask Towels	[964, 1234, 1019, 1241]
paragraph: Tallow—There is a rather better demand for all kinds of tallow. Mixed rendered, £14 to £20 per ton; butchers' rough fat, 7s to 11s per cwt.	[321, 96, 472, 119]
divider	[171, 796, 316, 797]
ad-text: BUY FOR CASH AND SAVE MONEY, which you can do by calling at the	[831, 87, 1075, 96]
ad-text: BOYS' AND MEN'S CLOTHING AND BOOTS.	[873, 797, 1033, 806]
paragraph: Carrots, best bunch of 6, short. 1st prize, 3s; 2nd, 2s. 5 entries—C. G. Tripp, 1; J. Pye, 2	[2, 22, 166, 37]
ad-code: de5	[481, 1112, 490, 1118]
paragraph: Carrots, best bunch of 6, intermediate. 1st prize, 3s; 2nd, 2s. 5 entries—M. Coombs, 1; J. Pye, 2	[2, 38, 166, 54]
ad-text: OWING to the Great Depression in Trade and Scarcity of Money I have determined to OFFER FOR CASH, during the Last Month of the Old Year, such BARGAINS as have not hitherto been seen in Geraldine. The Goods are New and are Fashionable Imports for the Summer 1885. INSPECT THE STOCK! LOOK AT THE PRICES MARKED IN PLAIN FIGURES! It is impossible to give here a complete statement of the bargains I am offering this month, a few of the lines only are appended, viz.:—French and British Zephyr Ginghams, at 9d per yard; British Prints, various patterns, at 2s 11d per dozen; Galatea Stripe, from 6d per yard; French Beige Cloth, 1s. All Wool, French and Ottoman Cords, New Gloves in Lisle, Thread, Taffeta, and Jersey, Grand Line in 4-Button Imitation Kid Gloves at 1s 2d. A Large Stock of Household Furnishings in Quilts, Towels, Calicoes, Linens, Tickings, Sheetings, New Curtains, Cretonnes, etc. A Wonderful Line in Tapestry Carpet at 2s 6d per yard. I have a Large Stock of the celebrated (S.B in diamond brand) Boots and Shoes which I will sell Wonderfully Low. Groceries, Hardware, Crockeryware, Ironmongery, etc., will be turned into cash at prices hitherto unheard of. Toys and Fancy Goods at and Under Cost to clear. COME EARLY AND FETCH YOUR CASH.	[799, 898, 1107, 983]
paragraph: Currants, bunches, best dish, 3 varieties. 1st prize, 3s; 2nd, 2s. 4 entries—E. Johns, 1; H. Baughen, 2	[2, 722, 166, 738]
paragraph: Beans, French, 25 pods. 1st prize, 3s; 2nd, 2s. 4 entries—J. Pye, 1; A. Harrison, 2	[2, 186, 166, 201]
ad-heading: COMMENCING FROM SATURDAY, JANUARY 23.	[806, 180, 1100, 194]
paragraph: The first wool sale of the season took place on Wednesday. The attendance of buyers was fair, including a number of purchasers from the North. The bulk of the wool was bought by Dunedin men. Crossbred ranged from 6½d to 8½d; half-bred, 7½d to 8½d; Leicester, 6d to 6¾d. Merino was almost neglected. It fetched 5½d to 6½d, and was mostly passed in. Competition for all lots of well grown half-bred wool was very keen.	[321, 546, 472, 608]
paragraph: Vegetable Marrows, best 2. 1st prize, 3s; 2nd, 2s. 1 entry—H. Baughen, 1	[2, 1080, 166, 1096]
notice-posters: POSTERS of Every size can be obtained on the shortest notice at the Temuka Leader and Geraldine Guardian General Printing Offices. Prices Low.	[477, 1135, 627, 1160]
